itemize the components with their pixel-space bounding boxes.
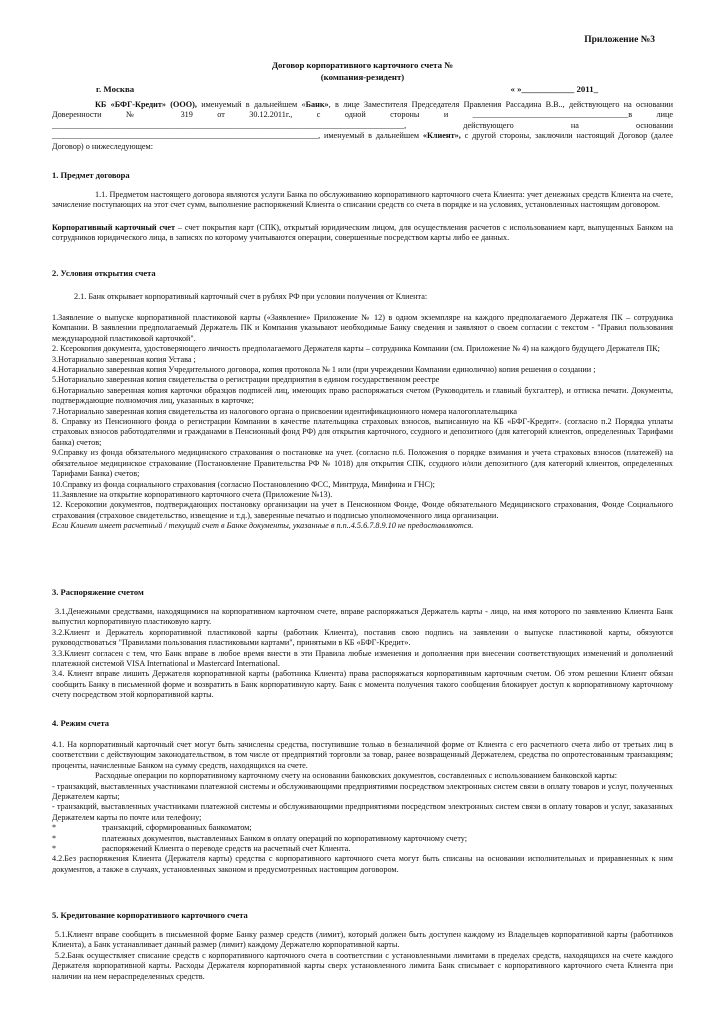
list-item: 8. Справку из Пенсионного фонда о регистрации Компании в качестве плательщика страховых взносов, выписанную на КБ «БФГ-Кредит». (согласно п.2 Порядка уплаты страховых взносов работодателями и гражданами в Пенсионный фонд РФ) для открытия карточного, ссудного и депозитного (для категорий клиентов, определенных Тарифами банка) счетов; <box>52 417 673 447</box>
bullet-text: распоряжений Клиента о переводе средств на расчетный счет Клиента. <box>102 844 351 854</box>
section-4-bullet-item <box>52 834 673 844</box>
section-4-bullet-item <box>52 844 673 854</box>
section-4-paragraph: Расходные операции по корпоративному карточному счету на основании банковских документов, составленных с использованием банковской карты: <box>95 771 618 781</box>
section-5-body <box>52 930 673 982</box>
list-item: 12. Ксерокопии документов, подтверждающих постановку организации на учет в Пенсионном Фонде, Фонде обязательного Медицинского страхования, Фонде Социального страхования (страховое свидетельство, извещение и т.д.), заверенные печатью и подписью уполномоченного лица организации. <box>52 500 673 520</box>
section-3-paragraph: 3.1.Денежными средствами, находящимися на корпоративном карточном счете, вправе распоряжаться Держатель карты - лицо, на имя которого по заявлению Клиента Банк выпустил корпоративную пластиковую карту. <box>52 607 673 627</box>
section-4-dash-item: - транзакций, выставленных участниками платежной системы и обслуживающими предприятиями посредством электронных систем связи в оплату товаров и услуг, заказанных Держателем карты по почте или телефону; <box>52 802 673 822</box>
bullet-text: транзакций, сформированных банкоматом; <box>102 823 252 833</box>
section-5-paragraph: 5.1.Клиент вправе сообщить в письменной форме Банку размер средств (лимит), который должен быть доступен каждому из Владельцев корпоративной карты (работников Клиента), а Банк устанавливает данный размер (лимит) каждому Держателю корпоративной карты. <box>52 930 673 950</box>
section-3-paragraph: 3.4. Клиент вправе лишить Держателя корпоративной карты (работника Клиента) права распоряжаться корпоративным карточным счетом. Об этом решении Клиент обязан сообщить Банку в письменной форме и возвратить в Банк корпоративную карту. Банк с момента получения такого сообщения блокирует доступ к корпоративному карточному счету посредством этой корпоративной карты. <box>52 669 673 700</box>
section-4-paragraph: 4.1. На корпоративный карточный счет могут быть зачислены средства, поступившие только в безналичной форме от Клиента с его расчетного счета либо от третьих лиц в соответствии с действующим законодательством, в том числе от предприятий торговли за товар, ранее возвращенный Держателем, средства по опротестованным транзакциям; проценты, начисленные Банком на сумму средств, находящихся на счете. <box>52 740 673 770</box>
list-item: 11.Заявление на открытие корпоративного карточного счета (Приложение №13). <box>52 489 333 499</box>
list-item: 4.Нотариально заверенная копия Учредительного договора, копия протокола № 1 или (при учреждении Компании единолично) копия решения о создании ; <box>52 365 596 375</box>
intro-text-b: , в лице Заместителя Председателя Правления Рассадина В.В.., действующего на основании Доверенности № 319 от 30.12.2011г., с одной стороны и ______________________________________в лице ______________________________________________________________________________________, действующего на основании _________________________________________________________________, именуемый в дальнейшем <box>52 100 673 141</box>
appendix-label: Приложение №3 <box>584 35 655 45</box>
list-item: 6.Нотариально заверенная копия карточки образцов подписей лиц, имеющих право распоряжаться счетом (Руководитель и главный бухгалтер), и оттиска печати. Документы, подтверждающие полномочия лиц, указанных в карточке; <box>52 385 673 406</box>
contract-date: « »____________ 2011_ <box>510 84 598 94</box>
section-3-paragraph: 3.3.Клиент согласен с тем, что Банк вправе в любое время внести в эти Правила любые изменения и дополнения при внесении соответствующих изменений и дополнений платежной системой VISA International и Mastercard International. <box>52 648 673 669</box>
section-4-paragraph: 4.2.Без распоряжения Клиента (Держателя карты) средства с корпоративного карточного счета могут быть списаны на основании исполнительных и приравненных к ним документов, а также в случаях, установленных законом и предусмотренных настоящим договором. <box>52 854 673 874</box>
section-1-heading: 1. Предмет договора <box>52 170 130 180</box>
section-4-body <box>52 740 673 875</box>
section-4-bullet-item <box>52 823 673 833</box>
section-4-heading: 4. Режим счета <box>52 718 110 728</box>
card-account-definition: – счет покрытия карт (СПК), открытый юридическим лицом, для осуществления расчетов с использованием карт, выпущенных Банком на сотрудников юридического лица, в записях по которому учитываются операции, совершенные посредством карты либо ее данных. <box>52 223 673 243</box>
city: г. Москва <box>96 84 135 94</box>
list-item: 1.Заявление о выпуске корпоративной пластиковой карты («Заявление» Приложение № 12) в одном экземпляре на каждого предполагаемого Держателя ПК – сотрудника Компании. В заявлении предполагаемый Держатель ПК и Компания указывают необходимые Банку сведения и заявляют о своем согласии с текстом - "Правил пользования международной пластиковой карточкой". <box>52 313 673 343</box>
list-item: 2. Ксерокопия документа, удостоверяющего личность предполагаемого Держателя карты – сотрудника Компании (см. Приложение № 4) на каждого будущего Держателя ПК; <box>52 344 660 354</box>
section-1-paragraph-1: 1.1. Предметом настоящего договора являются услуги Банка по обслуживанию корпоративного карточного счета Клиента: учет денежных средств Клиента на счете, зачисление поступающих на этот счет сумм, выполнение распоряжений Клиента о списании средств со счета в порядке и на условиях, установленных настоящим договором. <box>52 190 673 210</box>
section-2-paragraph-1: 2.1. Банк открывает корпоративный карточный счет в рублях РФ при условии получения от Клиента: <box>74 292 428 301</box>
bullet-mark: * <box>52 844 57 854</box>
bank-short: Банк» <box>305 100 329 109</box>
document-list <box>52 313 673 532</box>
list-item: 3.Нотариально заверенная копия Устава ; <box>52 354 196 364</box>
bank-name: КБ «БФГ-Кредит» (ООО), <box>95 100 197 109</box>
document-title: Договор корпоративного карточного счета № <box>271 60 454 70</box>
intro-text-a: именуемый в дальнейшем « <box>196 100 306 109</box>
intro-paragraph <box>52 100 673 152</box>
section-3-heading: 3. Распоряжение счетом <box>52 587 144 597</box>
section-2-note: Если Клиент имеет расчетный / текущий счет в Банке документы, указанные в п.п..4.5.6.7.8.9.10 не предоставляются. <box>52 521 474 531</box>
client-term: «Клиент», <box>422 131 461 141</box>
section-1-paragraph-2 <box>52 223 673 244</box>
list-item: 7.Нотариально заверенная копия свидетельства из налогового органа о присвоении идентификационного номера налогоплательщика <box>52 406 518 416</box>
section-4-dash-item: - транзакций, выставленных участниками платежной системы и обслуживающими предприятиями посредством электронных систем связи в оплату товаров и услуг, полученных Держателем карты; <box>52 781 673 802</box>
section-5-paragraph: 5.2.Банк осуществляет списание средств с корпоративного карточного счета в соответствии с установленными лимитами в пределах средств, находящихся на счете каждого Держателя корпоративной карты. Расходы Держателя корпоративной карты сверх установленного лимита Банк списывает с корпоративного карточного счета Клиента при наличии на нем нераспределенных средств. <box>52 950 673 981</box>
list-item: 10.Справку из фонда социального страхования (согласно Постановлению ФСС, Минтруда, Минфина и ГНС); <box>52 479 435 489</box>
document-subtitle: (компания-резидент) <box>320 72 405 82</box>
bullet-text: платежных документов, выставленных Банком в оплату операций по корпоративному карточному счету; <box>102 833 468 843</box>
section-2-heading: 2. Условия открытия счета <box>52 268 156 278</box>
card-account-term: Корпоративный карточный счет <box>52 223 176 232</box>
section-5-heading: 5. Кредитование корпоративного карточного счета <box>52 910 248 920</box>
bullet-mark: * <box>52 833 57 843</box>
section-3-paragraph: 3.2.Клиент и Держатель корпоративной пластиковой карты (работник Клиента), поставив свою подпись на заявлении о выпуске пластиковой карты, обязуются руководствоваться "Правилами пользования пластиковыми картами", принятыми в КБ «БФГ-Кредит». <box>52 627 673 648</box>
section-3-body <box>52 607 673 701</box>
bullet-mark: * <box>52 823 57 833</box>
list-item: 9.Справку из фонда обязательного медицинского страхования о постановке на учет. (согласно п.6. Положения о порядке взимания и учета страховых взносов (платежей) на обязательное медицинское страхование (Постановление Правительства РФ № 1018) для открытия СПК, ссудного и/или депозитного (для категорий клиентов, определенных Тарифами Банка) счетов; <box>52 448 673 479</box>
intro-text-c: с другой стороны, заключили настоящий Договор (далее Договор) о нижеследующем: <box>52 131 673 151</box>
list-item: 5.Нотариально заверенная копия свидетельства о регистрации предприятия в едином государственном реестре <box>52 375 440 385</box>
